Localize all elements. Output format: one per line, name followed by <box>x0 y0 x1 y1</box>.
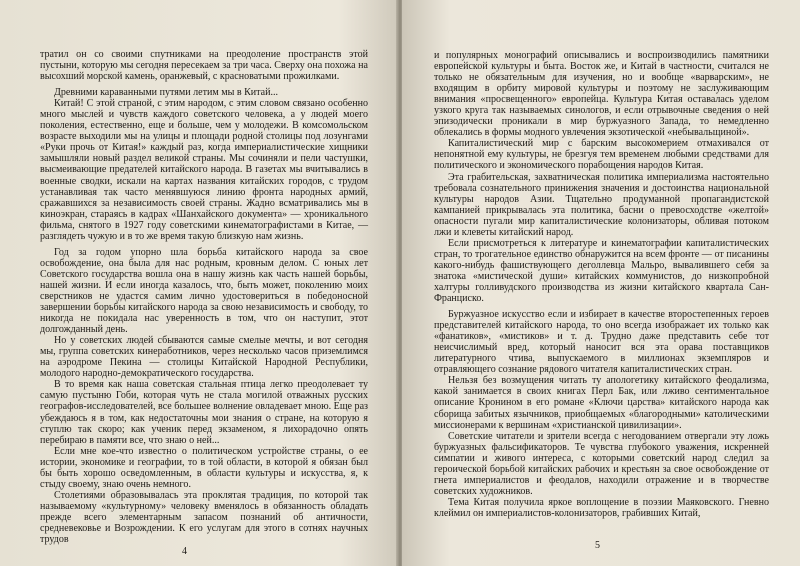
page-number-left: 4 <box>182 546 187 557</box>
paragraph: Столетиями образовывалась эта проклятая традиция, по которой так называемому «культурному» человеку вменялось в обязанность обладать прежде всего элементарным запасом познаний об античности, средневековье и Возрождении. К его услугам для этого в сотнях научных трудов <box>40 489 368 546</box>
paragraph: Тема Китая получила яркое воплощение в поэзии Маяковского. Гневно клеймил он империалистов-колонизаторов, грабивших Китай, <box>434 496 769 519</box>
left-page-text <box>40 49 368 545</box>
paragraph: Буржуазное искусство если и избирает в качестве второстепенных героев представителей китайского народа, то оно всегда изображает их только как «фанатиков», «мистиков» и т. д. Трудно даже представить себе тот неисчислимый вред, который наносит вся эта орава поставщиков литературного чтива, выпускаемого в миллионах экземпляров и отравляющего сознание рядового читателя капиталистических стран. <box>434 309 769 376</box>
paragraph: Год за годом упорно шла борьба китайского народа за свое освобождение, она была для нас родным, кровным делом. С юных лет Советского государства вошла она в нашу жизнь как часть нашей борьбы, нашей жизни. И если иногда казалось, что, быть может, поколению моих сверстников не удастся самим лично удостовериться в победоносной завершении борьбы китайского народа за свою независимость и свободу, то никогда не покидала нас уверенность в том, что он наступит, этот долгожданный день. <box>40 246 368 336</box>
paragraph: Китай! С этой страной, с этим народом, с этим словом связано особенно много мыслей и чувств каждого советского человека, а у людей моего поколения, естественно, еще и больше, чем у молодежи. В комсомольском возрасте выходили мы на улицы и площади родной столицы под лозунгами «Руки прочь от Китая!» каждый раз, когда империалистические хищники замышляли новый раздел великой страны. Мы сочиняли и пели частушки, высмеивающие предателей китайского народа. В газетах мы вчитывались в военные сводки, искали на картах названия китайских городов, с трудом устанавливая так часто менявшуюся линию фронта народных армий, сражавшихся за независимость своей страны. Жадно всматривались мы в киноэкран, стараясь в кадрах «Шанхайского документа» — хроникального фильма, снятого в 1927 году советскими кинематографистами в Китае, — разглядеть чужую и в то же время такую близкую нам жизнь. <box>40 98 368 242</box>
left-page <box>0 0 398 566</box>
paragraph: Нельзя без возмущения читать ту апологетику китайского феодализма, какой занимается в своих книгах Перл Бак, или лживо сентиментальное описание Кронином в его романе «Ключи царства» китайского народа как сборища забитых язычников, приобщаемых «благородными» католическими миссионерами к вершинам «христианской цивилизации». <box>434 375 769 431</box>
paragraph: В то время как наша советская стальная птица легко преодолевает ту самую пустыню Гоби, которая чуть не стала могилой отважных русских географов-исследователей, все большее волнение овладевает мною. Еще раз убеждаюсь я в том, как недостаточны мои знания о стране, на которую я ступлю так скоро; как ученик перед экзаменом, я лихорадочно опять перебираю в памяти все, что знаю о ней... <box>40 379 368 446</box>
right-page <box>402 0 800 566</box>
paragraph: Если присмотреться к литературе и кинематографии капиталистических стран, то трогательное единство обнаружится на всем фронте — от писанины какого-нибудь фашиствующего деголлевца Мальро, вывалившего себя за знатока «мистической души» китайских коммунистов, до низкопробной халтуры голливудского производства из жизни китайского квартала Сан-Франциско. <box>434 237 769 305</box>
paragraph: Древними караванными путями летим мы в Китай... <box>54 87 279 99</box>
paragraph: Капиталистический мир с барским высокомерием отмахивался от непонятной ему культуры, не брезгуя тем временем любыми средствами для политического и экономического порабощения народов Китая. <box>434 138 769 172</box>
paragraph: тратил он со своими спутниками на преодоление пространств этой пустыни, которую мы сегодня пересекаем за три часа. Сверху она похожа на высохший морской камень, оранжевый, с красноватыми прожилками. <box>40 49 368 83</box>
page-number-right: 5 <box>595 540 600 551</box>
paragraph: Но у советских людей сбываются самые смелые мечты, и вот сегодня мы, группа советских кинеработников, через несколько часов приземлимся на аэродроме Пекина — столицы Китайской Народной Республики, молодого народно-демократического государства. <box>40 335 368 380</box>
paragraph: Эта грабительская, захватническая политика империализма настоятельно требовала сознательного принижения значения и достоинства национальной культуры народов Азии. Тщательно продуманной пропагандистской кампанией прикрывалась эта политика, басни о превосходстве «желтой» опасности пугали мир капиталистические колонизаторы, обливая потоком лжи и клеветы китайский народ. <box>434 171 769 238</box>
paragraph: и популярных монографий описывались и воспроизводились памятники европейской культуры и быта. Восток же, и Китай в частности, считался не только не обязательным для изучения, но и вообще «варварским», не входящим в орбиту мировой культуры и поэтому не заслуживающим внимания «просвещенного» европейца. Культура Китая оставалась уделом узкого круга так называемых синологов, и если отрывочные сведения о ней эпизодически проникали в мир буржуазного Запада, то немедленно облекались в формы модного увлечения экзотической «небывальщиной». <box>434 50 769 139</box>
paragraph: Если мне кое-что известно о политическом устройстве страны, о ее истории, экономике и географии, то в той области, в которой я обязан был бы быть хорошо осведомленным, в области культуры и искусства, я, к стыду своему, знаю очень немного. <box>40 445 368 490</box>
right-page-text <box>434 50 769 519</box>
paragraph: Советские читатели и зрители всегда с негодованием отвергали эту ложь буржуазных фальсификаторов. Те чувства глубокого уважения, искренней симпатии и живого интереса, с которыми советский народ следил за героической борьбой китайских рабочих и крестьян за свое освобождение от гнета империалистов и феодалов, находили отражение и в творчестве советских художников. <box>434 430 769 497</box>
